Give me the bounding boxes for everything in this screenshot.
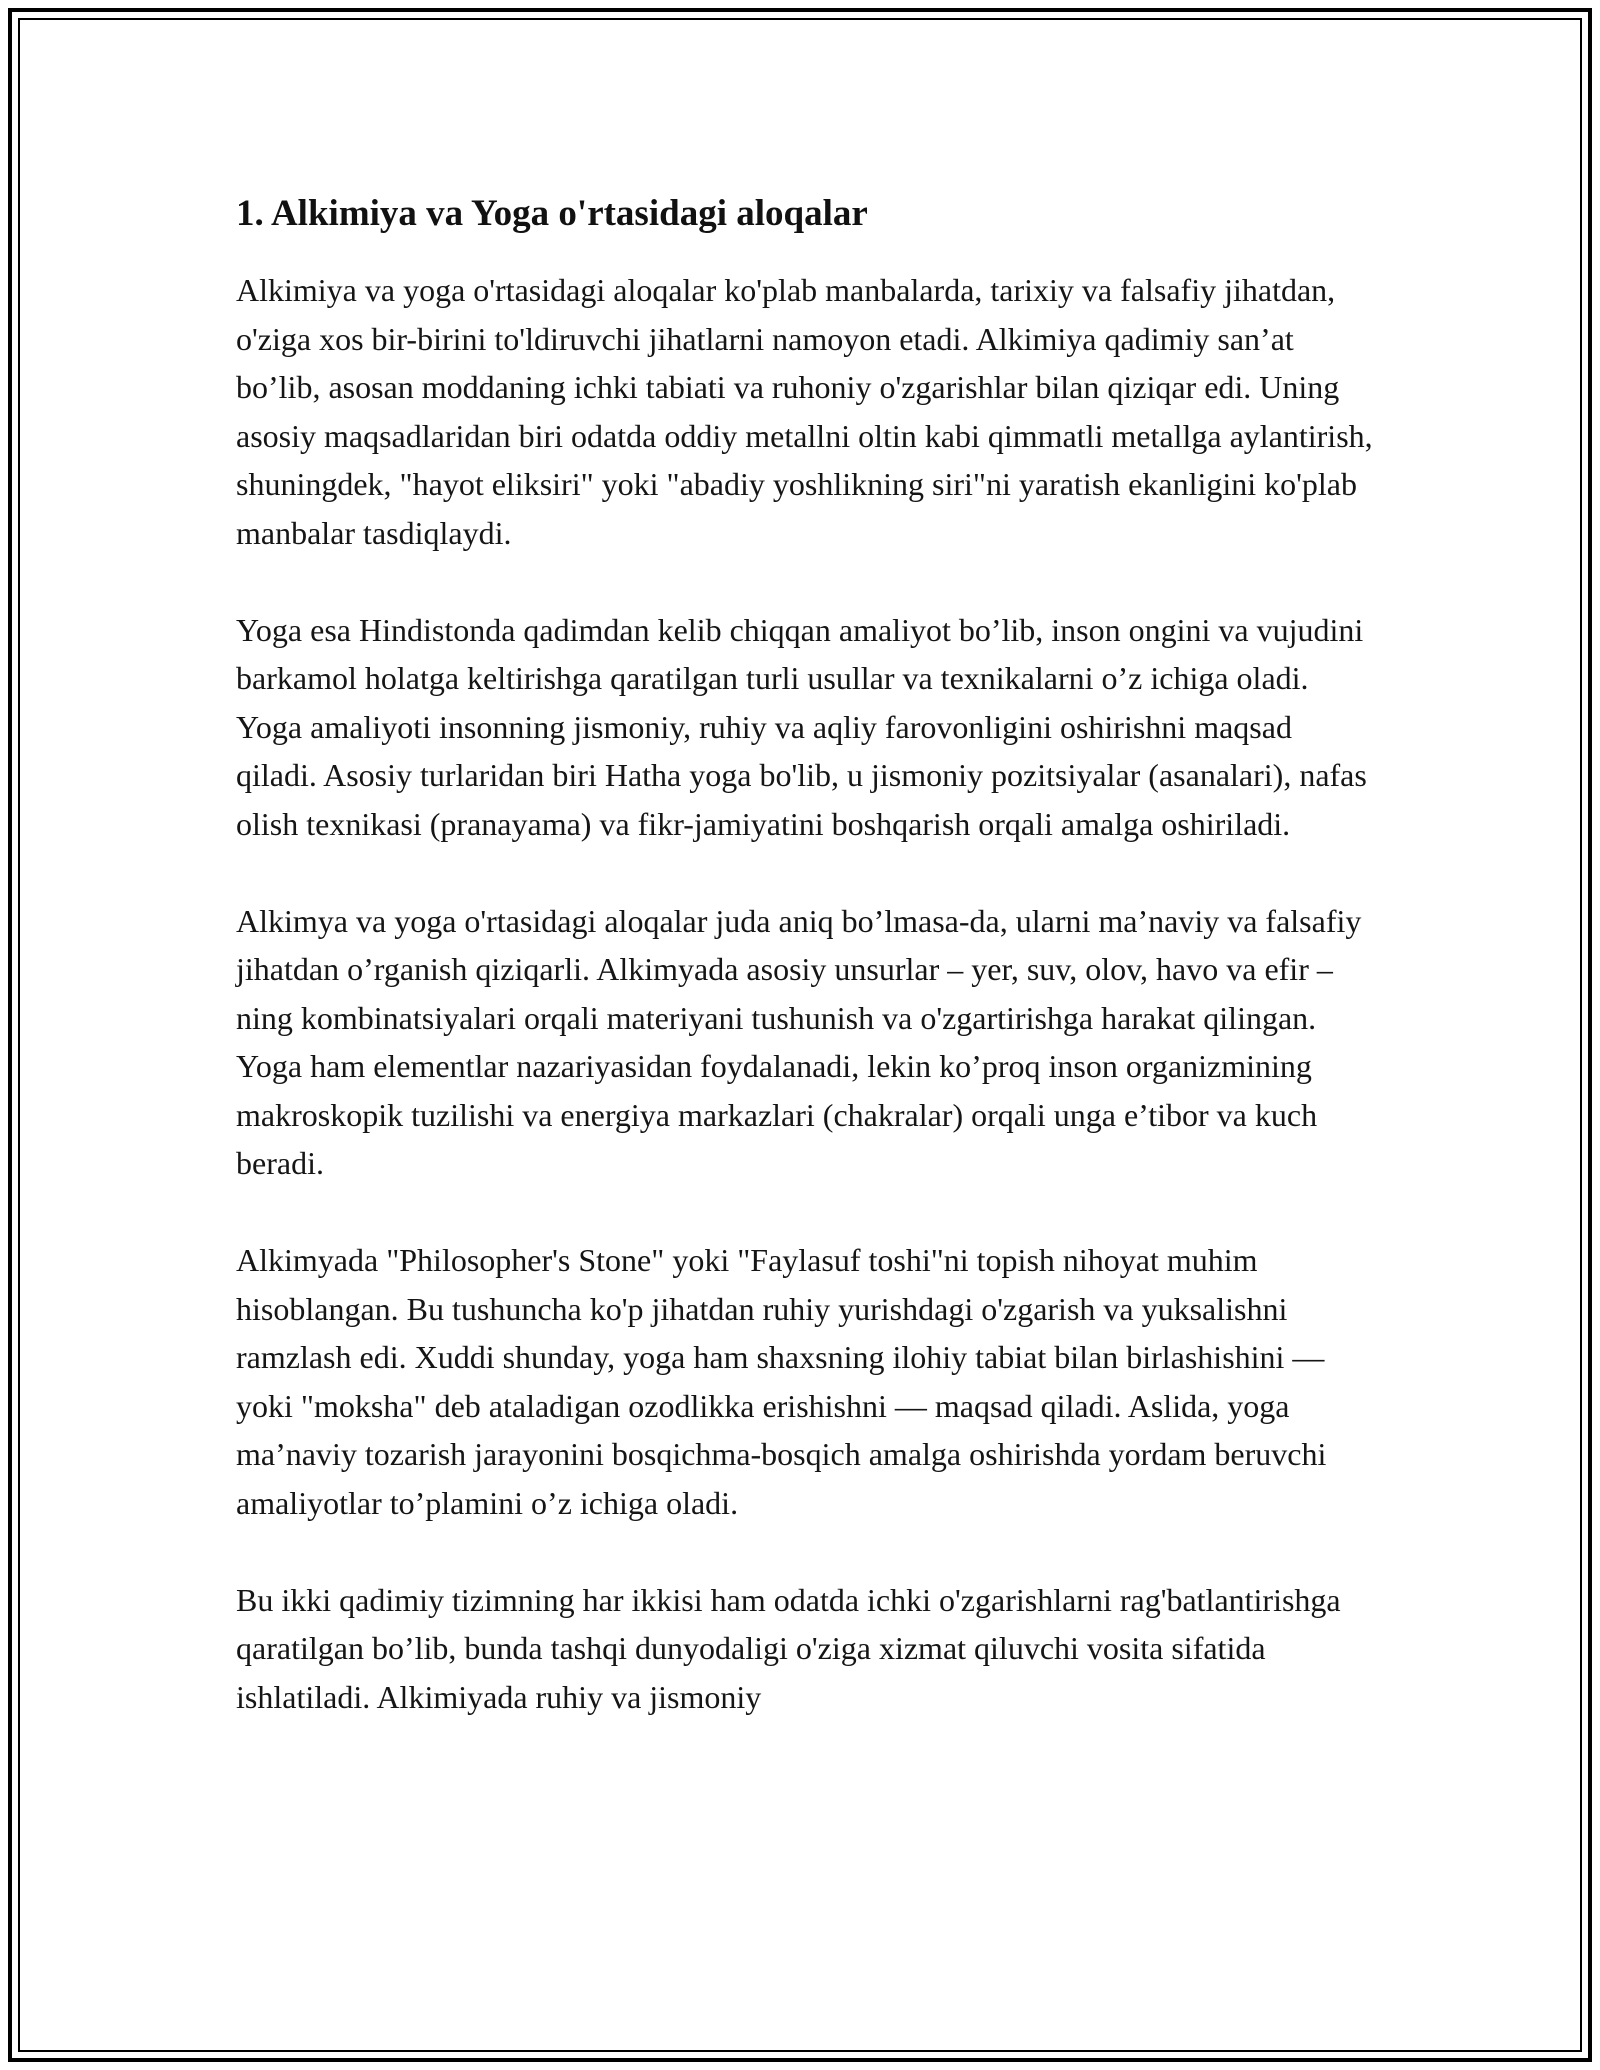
section-heading: 1. Alkimiya va Yoga o'rtasidagi aloqalar — [236, 193, 868, 234]
paragraph-1: Alkimiya va yoga o'rtasidagi aloqalar ko'plab manbalarda, tarixiy va falsafiy jihatdan, o'ziga xos bir-birini to'ldiruvchi jihatlarni namoyon etadi. Alkimiya qadimiy san’at bo’lib, asosan moddaning ichki tabiati va ruhoniy o'zgarishlar bilan qiziqar edi. Uning asosiy maqsadlaridan biri odatda oddiy metallni oltin kabi qimmatli metallga aylantirish, shuningdek, "hayot eliksiri" yoki "abadiy yoshlikning siri"ni yaratish ekanligini ko'plab manbalar tasdiqlaydi. — [236, 272, 1373, 551]
paragraph-5: Bu ikki qadimiy tizimning har ikkisi ham odatda ichki o'zgarishlarni rag'batlantirishga qaratilgan bo’lib, bunda tashqi dunyodaligi o'ziga xizmat qiluvchi vosita sifatida ishlatiladi. Alkimiyada ruhiy va jismoniy — [236, 1581, 1341, 1715]
paragraph-2: Yoga esa Hindistonda qadimdan kelib chiqqan amaliyot bo’lib, inson ongini va vujudini barkamol holatga keltirishga qaratilgan turli usullar va texnikalarni o’z ichiga oladi. Yoga amaliyoti insonning jismoniy, ruhiy va aqliy farovonligini oshirishni maqsad qiladi. Asosiy turlaridan biri Hatha yoga bo'lib, u jismoniy pozitsiyalar (asanalari), nafas olish texnikasi (pranayama) va fikr-jamiyatini boshqarish orqali amalga oshiriladi. — [236, 611, 1367, 842]
paragraph-3: Alkimya va yoga o'rtasidagi aloqalar juda aniq bo’lmasa-da, ularni ma’naviy va falsafiy jihatdan o’rganish qiziqarli. Alkimyada asosiy unsurlar – yer, suv, olov, havo va efir –ning kombinatsiyalari orqali materiyani tushunish va o'zgartirishga harakat qilingan. Yoga ham elementlar nazariyasidan foydalanadi, lekin ko’proq inson organizmining makroskopik tuzilishi va energiya markazlari (chakralar) orqali unga e’tibor va kuch beradi. — [236, 902, 1362, 1181]
document-body — [236, 190, 1376, 1721]
paragraph-4: Alkimyada "Philosopher's Stone" yoki "Faylasuf toshi"ni topish nihoyat muhim hisoblangan. Bu tushuncha ko'p jihatdan ruhiy yurishdagi o'zgarish va yuksalishni ramzlash edi. Xuddi shunday, yoga ham shaxsning ilohiy tabiat bilan birlashishini — yoki "moksha" deb ataladigan ozodlikka erishishni — maqsad qiladi. Aslida, yoga ma’naviy tozarish jarayonini bosqichma-bosqich amalga oshirishda yordam beruvchi amaliyotlar to’plamini o’z ichiga oladi. — [236, 1242, 1327, 1521]
